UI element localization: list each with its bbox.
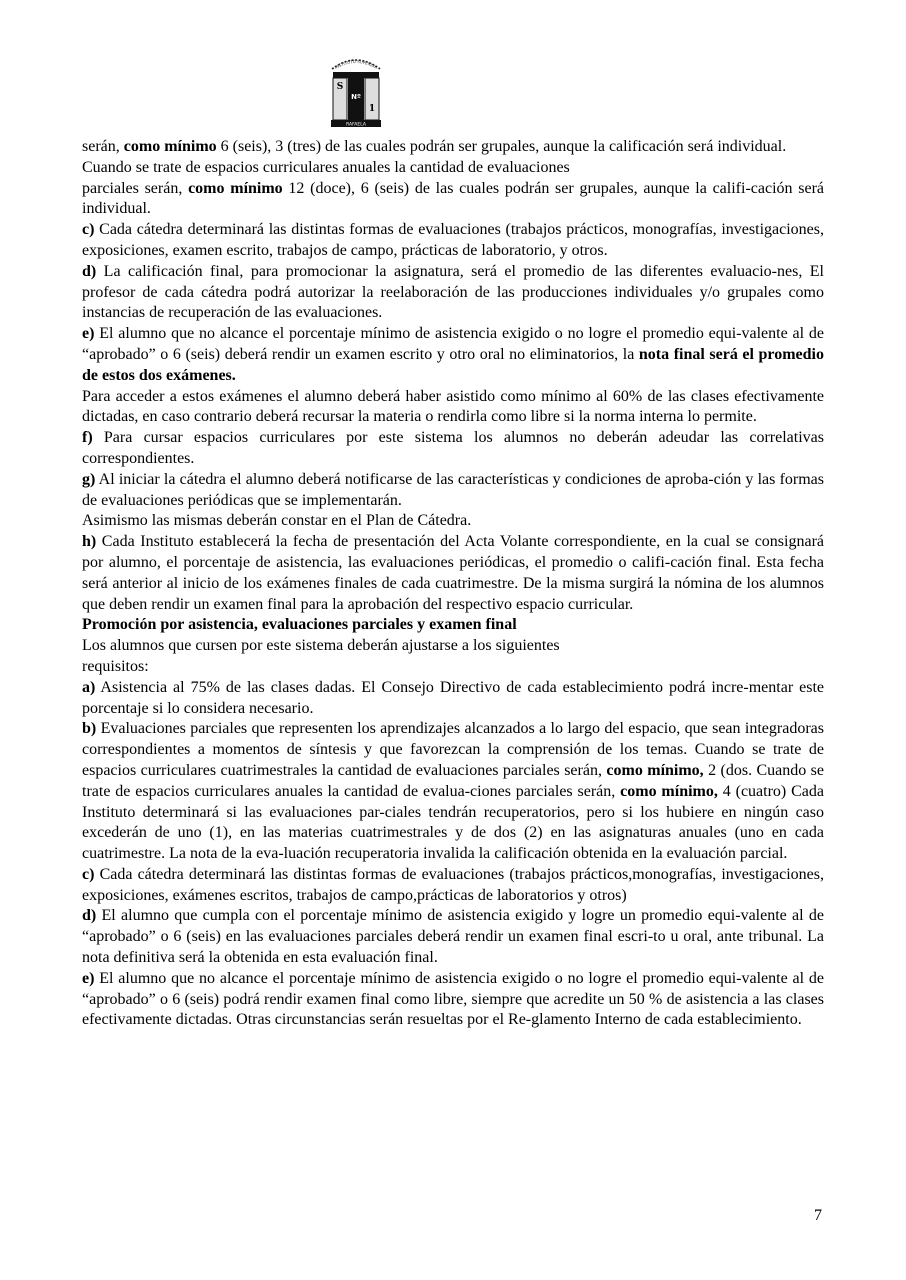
paragraph	[82, 179, 824, 221]
paragraph	[82, 719, 824, 865]
bold-text: f)	[82, 429, 93, 447]
text-run: Cuando se trate de espacios curriculares anuales la cantidad de evaluaciones	[82, 158, 570, 176]
document-body	[82, 137, 824, 1031]
text-run: La calificación final, para promocionar la asignatura, será el promedio de las diferentes evaluacio-nes, El profesor de cada cátedra podrá autorizar la reelaboración de las producciones individuales y/o grupales como instancias de recuperación de las evaluaciones.	[82, 262, 824, 322]
paragraph	[82, 657, 824, 678]
paragraph	[82, 387, 824, 429]
bold-text: Promoción por asistencia, evaluaciones parciales y examen final	[82, 616, 517, 634]
bold-text: e)	[82, 969, 95, 987]
paragraph	[82, 615, 824, 636]
paragraph	[82, 532, 824, 615]
text-run: Asistencia al 75% de las clases dadas. El Consejo Directivo de cada establecimiento podrá incre-mentar este porcentaje si lo considera necesario.	[82, 678, 824, 717]
paragraph	[82, 969, 824, 1031]
text-run: Asimismo las mismas deberán constar en el Plan de Cátedra.	[82, 512, 472, 530]
bold-text: como mínimo	[188, 179, 283, 197]
text-run: serán,	[82, 138, 124, 155]
paragraph	[82, 865, 824, 907]
logo-banner-text: INSTITUTO SUPERIOR	[333, 58, 379, 70]
logo-base-text: RAFAELA	[346, 122, 366, 128]
text-run: 6 (seis), 3 (tres) de las cuales podrán ser grupales, aunque la calificación será individual.	[216, 138, 787, 155]
bold-text: c)	[82, 865, 95, 883]
text-run: Evaluaciones parciales que representen los aprendizajes alcanzados a lo largo del espacio, que sean integradoras correspondientes a momentos de síntesis y que favorezcan la comprensión de los temas. Cuando se trate de espacios curriculares cuatrimestrales la cantidad de evaluaciones parciales serán,	[82, 720, 824, 779]
text-run: El alumno que no alcance el porcentaje mínimo de asistencia exigido o no logre el promedio equi-valente al de “aprobado” o 6 (seis) podrá rendir examen final como libre, siempre que acredite un 50 % de asistencia a las clases efectivamente dictadas. Otras circunstancias serán resueltas por el Re-glamento Interno de cada establecimiento.	[82, 969, 824, 1029]
paragraph	[82, 324, 824, 386]
paragraph	[82, 678, 824, 720]
paragraph	[82, 470, 824, 512]
institute-logo	[324, 53, 388, 129]
bold-text: g)	[82, 470, 96, 488]
text-run: El alumno que cumpla con el porcentaje mínimo de asistencia exigido y logre un promedio equi-valente al de “aprobado” o 6 (seis) en las evaluaciones parciales deberá rendir un examen final escri-to u oral, ante tribunal. La nota definitiva será la obtenida en esta evaluación final.	[82, 907, 824, 967]
bold-text: c)	[82, 221, 95, 239]
paragraph	[82, 158, 824, 179]
text-run: parciales serán,	[82, 179, 189, 197]
paragraph	[82, 220, 824, 262]
page-number: 7	[814, 1207, 822, 1224]
text-run: Al iniciar la cátedra el alumno deberá notificarse de las características y condiciones de aproba-ción y las formas de evaluaciones periódicas que se implementarán.	[82, 470, 824, 509]
text-run: 4 (cuatro) Cada Instituto determinará si las evaluaciones par-ciales tendrán recuperatorios, pero si los hubiere en ningún caso excederán de uno (1), en las materias cuatrimestrales y de dos (2) en las asignaturas anuales (uno en cada cuatrimestre. La nota de la eva-luación recuperatoria invalida la calificación obtenida en la evaluación parcial.	[82, 782, 824, 863]
bold-text: como mínimo,	[620, 782, 718, 800]
bold-text: d)	[82, 262, 97, 280]
paragraph	[82, 262, 824, 324]
bold-text: e)	[82, 325, 95, 343]
bold-text: como mínimo	[123, 138, 217, 155]
text-run: Cada cátedra determinará las distintas formas de evaluaciones (trabajos prácticos,monografías, investigaciones, exposiciones, exámenes escritos, trabajos de campo,prácticas de laboratorios y otros)	[82, 865, 824, 904]
bold-text: nota final será el promedio de estos dos exámenes.	[82, 345, 824, 384]
text-run: 2 (dos. Cuando se trate de espacios curriculares anuales la cantidad de evalua-ciones parciales serán,	[82, 761, 825, 800]
bold-text: h)	[82, 533, 97, 551]
paragraph	[82, 428, 824, 470]
paragraph	[82, 636, 824, 657]
text-run: Cada cátedra determinará las distintas formas de evaluaciones (trabajos prácticos, monografías, investigaciones, exposiciones, examen escrito, trabajos de campo, prácticas de laboratorio, y otros.	[82, 221, 824, 259]
bold-text: d)	[82, 907, 97, 925]
logo-letter-s: S	[336, 82, 344, 92]
text-run: Para acceder a estos exámenes el alumno deberá haber asistido como mínimo al 60% de las clases efectivamente dictadas, en caso contrario deberá recursar la materia o rendirla como libre si la norma interna lo permite.	[82, 387, 824, 426]
bold-text: como mínimo,	[606, 761, 704, 779]
text-run: 12 (doce), 6 (seis) de las cuales podrán ser grupales, aunque la califi-cación será individual.	[82, 179, 825, 218]
text-run: El alumno que no alcance el porcentaje mínimo de asistencia exigido o no logre el promedio equi-valente al de “aprobado” o 6 (seis) deberá rendir un examen escrito y otro oral no eliminatorios, la	[82, 325, 824, 363]
paragraph	[82, 511, 824, 532]
text-run: requisitos:	[82, 657, 149, 675]
logo-number-sign: Nº	[351, 93, 361, 101]
paragraph	[82, 137, 824, 158]
logo-digit: 1	[368, 104, 376, 114]
text-run: Para cursar espacios curriculares por este sistema los alumnos no deberán adeudar las correlativas correspondientes.	[82, 429, 824, 467]
paragraph	[82, 906, 824, 968]
bold-text: b)	[82, 720, 97, 738]
text-run: Cada Instituto establecerá la fecha de presentación del Acta Volante correspondiente, en la cual se consignará por alumno, el porcentaje de asistencia, las evaluaciones periódicas, el promedio o califi-cación final. Esta fecha será anterior al inicio de los exámenes finales de cada cuatrimestre. De la misma surgirá la nómina de los alumnos que deben rendir un examen final para la aprobación del respectivo espacio curricular.	[82, 533, 824, 613]
bold-text: a)	[82, 678, 96, 696]
text-run: Los alumnos que cursen por este sistema deberán ajustarse a los siguientes	[82, 637, 560, 655]
svg-text:INSTITUTO SUPERIOR	[334, 59, 379, 70]
